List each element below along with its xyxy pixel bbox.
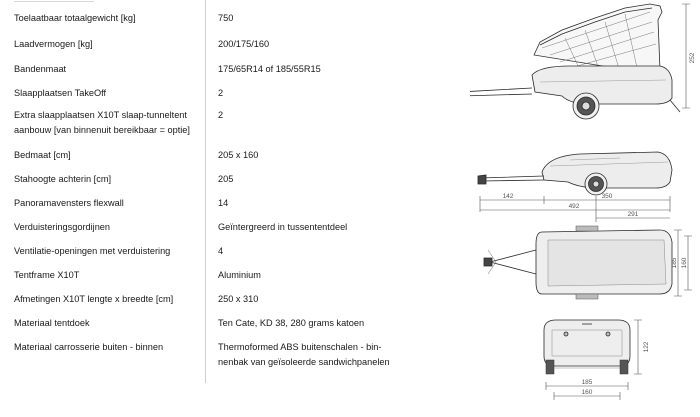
spec-label: Extra slaapplaatsen X10T slaap-tunneltent xyxy=(14,110,187,120)
spec-label-line2: aanbouw [van binnenuit bereikbaar = optie] xyxy=(14,125,190,135)
dim-label-185-rear: 185 xyxy=(581,379,593,386)
dimension-height-open xyxy=(682,4,696,108)
spec-value-line2: nenbak van geïsoleerde sandwichpanelen xyxy=(218,357,390,367)
spec-value: 750 xyxy=(218,13,234,23)
trailer-closed-side-view xyxy=(478,152,672,195)
spec-value: 2 xyxy=(218,110,224,120)
column-divider xyxy=(205,0,206,383)
spec-value: 4 xyxy=(218,246,224,256)
spec-label: Bedmaat [cm] xyxy=(14,150,71,160)
top-divider-fragment xyxy=(14,0,94,2)
dim-label-185-top: 185 xyxy=(671,257,678,269)
dim-label-291: 291 xyxy=(627,211,639,218)
spec-value: 175/65R14 of 185/55R15 xyxy=(218,64,321,74)
trailer-open-side-view xyxy=(470,4,680,119)
spec-label: Verduisteringsgordijnen xyxy=(14,222,111,232)
dim-label-160-top: 160 xyxy=(681,257,688,269)
spec-label: Toelaatbaar totaalgewicht [kg] xyxy=(14,13,136,23)
spec-value: Ten Cate, KD 38, 280 grams katoen xyxy=(218,318,365,328)
spec-label: Afmetingen X10T lengte x breedte [cm] xyxy=(14,294,174,304)
spec-value: Aluminium xyxy=(218,270,261,280)
spec-value: 250 x 310 xyxy=(218,294,259,304)
spec-label: Panoramavensters flexwall xyxy=(14,198,124,208)
spec-label: Materiaal carrosserie buiten - binnen xyxy=(14,342,164,352)
trailer-rear-view xyxy=(544,320,630,374)
spec-label: Tentframe X10T xyxy=(14,270,80,280)
spec-label: Laadvermogen [kg] xyxy=(14,39,93,49)
spec-value: 205 x 160 xyxy=(218,150,259,160)
trailer-top-view xyxy=(484,226,672,299)
spec-label: Stahoogte achterin [cm] xyxy=(14,174,112,184)
dim-label-492: 492 xyxy=(568,203,580,210)
spec-value: Thermoformed ABS buitenschalen - bin- xyxy=(218,342,382,352)
spec-value: 2 xyxy=(218,88,224,98)
spec-label: Ventilatie-openingen met verduistering xyxy=(14,246,171,256)
dim-label-350: 350 xyxy=(601,193,613,200)
spec-label: Materiaal tentdoek xyxy=(14,318,90,328)
spec-value: Geïntergreerd in tussententdeel xyxy=(218,222,348,232)
trailer-drawings xyxy=(470,0,700,417)
spec-value: 205 xyxy=(218,174,234,184)
dim-label-160-rear: 160 xyxy=(581,389,593,396)
spec-label: Slaapplaatsen TakeOff xyxy=(14,88,107,98)
dim-label-142: 142 xyxy=(502,193,514,200)
dim-label-252: 252 xyxy=(689,52,696,64)
spec-label: Bandenmaat xyxy=(14,64,67,74)
spec-value: 14 xyxy=(218,198,229,208)
spec-value: 200/175/160 xyxy=(218,39,270,49)
dim-label-122: 122 xyxy=(643,341,650,353)
